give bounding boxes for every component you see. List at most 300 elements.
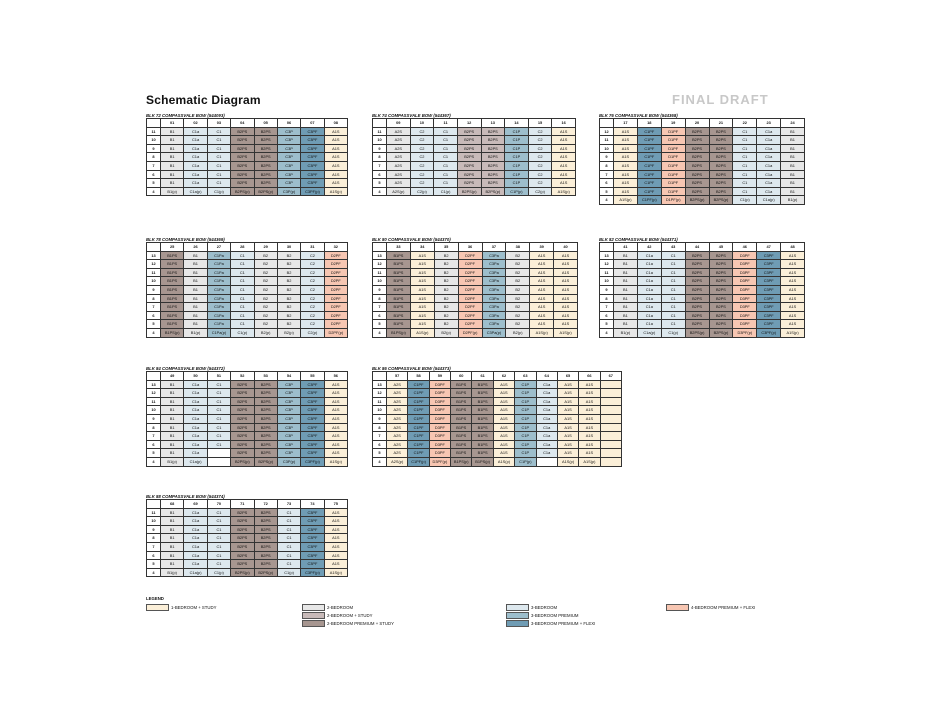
unit-cell: C1a [757,127,781,136]
unit-cell: C1 [207,517,230,526]
unit-cell: D2PF [324,294,347,303]
unit-cell: D3PF [733,285,757,294]
unit-cell: C1P [515,397,536,406]
unit-cell: C1a [184,560,207,569]
unit-cell: B1PS [387,260,411,269]
unit-cell: C3PF [301,432,324,441]
unit-cell: A1S [579,440,600,449]
unit-cell: D1PF(p) [661,196,685,205]
unit-cell: C1a(p) [757,196,781,205]
unit-cell: B1PS [161,277,184,286]
floor-label: 12 [373,389,387,398]
unit-cell: C1 [277,542,300,551]
table-row [600,127,805,136]
floor-label: 9 [147,525,161,534]
table-row [147,380,348,389]
unit-number-header: 63 [515,372,536,381]
unit-cell: B2PS [457,161,481,170]
unit-number-header: 39 [530,243,554,252]
unit-cell: A2S(p) [387,187,411,196]
unit-cell: B1 [184,260,207,269]
unit-cell: C1 [231,303,254,312]
unit-cell: A1S [614,153,638,162]
unit-cell: B2 [434,320,458,329]
unit-number-header: 34 [410,243,434,252]
legend-item [302,612,372,619]
unit-cell: B2PS [685,187,709,196]
unit-cell: A1S [614,179,638,188]
unit-cell: C1a [637,294,661,303]
table-row [147,517,348,526]
unit-cell: A1S [324,153,347,162]
unit-cell: C3P [277,414,300,423]
unit-cell: D2PF [324,303,347,312]
unit-cell: A1S [557,432,578,441]
floor-label: 8 [600,161,614,170]
unit-number-header: 56 [324,372,347,381]
unit-cell: C1 [661,277,685,286]
unit-cell: A1S [781,251,805,260]
unit-cell: C1a [536,406,557,415]
unit-cell: B1 [161,440,184,449]
unit-cell: C3P [277,389,300,398]
table-row [147,508,348,517]
unit-cell [207,449,230,458]
unit-cell: B2PS [709,179,733,188]
unit-cell: C1PF [408,380,429,389]
unit-cell: C1P [505,179,529,188]
unit-cell: A1S(p) [324,568,347,577]
unit-cell: B2 [277,285,300,294]
unit-cell: C1a(p) [184,187,207,196]
unit-cell: B2 [506,251,530,260]
unit-cell: C2 [528,127,552,136]
unit-number-header: 24 [781,119,805,128]
unit-cell: C1 [207,560,230,569]
unit-cell: B1 [161,560,184,569]
floor-label: 4 [147,568,161,577]
unit-cell: A2S [387,440,408,449]
unit-cell: B1(p) [614,328,638,337]
unit-cell: A1S [614,161,638,170]
unit-cell: B1PS [451,440,472,449]
unit-cell: C1a [637,260,661,269]
unit-cell: C1a [184,449,207,458]
unit-cell: C1a [184,551,207,560]
unit-cell: B2PS [254,136,277,145]
unit-cell: C1 [434,127,458,136]
unit-cell: A1S(p) [324,457,347,466]
table-row [600,328,805,337]
unit-cell: C3PF [301,560,324,569]
table-row [147,251,348,260]
unit-cell: C1 [434,170,458,179]
unit-cell: C1 [231,294,254,303]
unit-cell: B2PS(p) [709,196,733,205]
table-row [147,449,348,458]
unit-cell [600,432,621,441]
unit-cell: C3Pa [482,311,506,320]
table-row [373,440,622,449]
unit-cell: C3Pa(p) [482,328,506,337]
unit-cell: C1Pa [207,268,230,277]
floor-label: 13 [147,380,161,389]
unit-cell: C1 [277,534,300,543]
table-row [147,260,348,269]
unit-number-header: 71 [231,500,254,509]
unit-cell: A1S [410,260,434,269]
unit-cell: C3PF [757,260,781,269]
floor-label: 8 [373,423,387,432]
unit-cell: B2 [506,311,530,320]
unit-cell: B1PS [472,440,493,449]
unit-cell: B2PS [254,432,277,441]
unit-cell: B2 [254,251,277,260]
unit-cell: B2PS [709,294,733,303]
unit-cell: C3PF [757,311,781,320]
unit-cell: D2PF [458,277,482,286]
legend-label: 2-BEDROOM + STUDY [327,613,373,618]
unit-cell: B1PS [387,320,411,329]
unit-cell: A1S [410,311,434,320]
unit-cell: B1 [184,251,207,260]
unit-cell: C3P [277,153,300,162]
unit-number-header: 69 [184,500,207,509]
unit-cell: C3PF(p) [301,568,324,577]
block-0 [146,113,348,196]
block-1 [372,113,576,196]
unit-cell: C1 [231,251,254,260]
unit-cell: C3PF [301,551,324,560]
unit-cell: B2PS [231,542,254,551]
unit-cell: B2PS [254,153,277,162]
table-row [600,303,805,312]
unit-cell: B1PS [161,285,184,294]
unit-cell: B2PS(p) [457,187,481,196]
unit-cell: A1S [781,303,805,312]
legend-item [302,620,394,627]
table-row [373,449,622,458]
unit-cell: B2 [506,268,530,277]
unit-cell: B2PS [254,525,277,534]
unit-cell: C1 [231,260,254,269]
floor-label: 4 [600,328,614,337]
unit-number-header: 60 [451,372,472,381]
table-row [373,380,622,389]
unit-cell: A1S [557,440,578,449]
unit-cell: B1PS [387,277,411,286]
unit-cell: C1 [733,179,757,188]
unit-cell: B1PS [387,311,411,320]
unit-cell: B1 [781,144,805,153]
floor-label: 12 [147,389,161,398]
unit-cell: B2PS [457,136,481,145]
floor-label: 5 [147,320,161,329]
unit-cell: C3P [277,179,300,188]
unit-cell: B1PS [472,397,493,406]
unit-cell: C1Pa [207,294,230,303]
floor-label: 13 [600,251,614,260]
unit-cell: B2PS [254,449,277,458]
unit-cell: A1S [554,268,578,277]
unit-cell: D1PF [661,187,685,196]
unit-cell: A2S [387,144,411,153]
unit-cell: B2PS(p) [254,568,277,577]
table-row [147,414,348,423]
legend-label: 3-BEDROOM [531,605,558,610]
unit-table [599,118,805,205]
table-row [147,560,348,569]
unit-cell: C2 [301,260,324,269]
unit-cell: C1a [637,311,661,320]
unit-cell: B1PS [387,268,411,277]
floor-label: 8 [373,294,387,303]
unit-cell: C1a [184,432,207,441]
unit-cell: C1a [536,389,557,398]
unit-cell: A1S [324,406,347,415]
unit-cell: C3P [277,432,300,441]
unit-cell: C1 [277,508,300,517]
unit-table [146,242,348,338]
table-row [373,170,576,179]
unit-cell: C1a [536,423,557,432]
unit-cell: B2 [277,251,300,260]
unit-cell: A1S [554,285,578,294]
unit-cell: A1S [493,397,514,406]
unit-cell: A1S(p) [554,328,578,337]
unit-cell: C1a [184,440,207,449]
unit-cell: C2 [301,303,324,312]
unit-cell [600,457,621,466]
unit-cell: B2PS(p) [231,187,254,196]
unit-cell: B2PS [231,551,254,560]
unit-cell: D2PF [458,268,482,277]
unit-cell: C3PF [757,285,781,294]
legend-item [666,604,755,611]
unit-cell: B2 [254,285,277,294]
floor-label: 7 [373,432,387,441]
unit-cell: B2PS [254,534,277,543]
unit-cell: B1PS [387,251,411,260]
unit-cell: C1a [184,170,207,179]
unit-cell [600,397,621,406]
floor-label: 9 [373,144,387,153]
unit-cell: A1S [554,277,578,286]
unit-cell: B1PS [472,406,493,415]
corner-cell [600,119,614,128]
unit-cell: C3PF(p) [757,328,781,337]
unit-cell: B2PS [231,389,254,398]
unit-cell: C1a [536,380,557,389]
unit-cell: C1 [661,294,685,303]
unit-cell: C3P [277,449,300,458]
unit-cell: B2 [254,311,277,320]
unit-cell: A2S [387,127,411,136]
unit-cell: B2 [434,251,458,260]
legend-item [506,604,557,611]
unit-cell: C1 [207,136,230,145]
unit-cell: C3Pa [482,277,506,286]
unit-cell: C2 [410,161,434,170]
unit-cell: C1 [661,311,685,320]
unit-cell: D2PF(p) [324,328,347,337]
unit-cell: D2PF [458,294,482,303]
unit-cell: D3PF [733,294,757,303]
table-row [600,136,805,145]
unit-cell: A1S [410,268,434,277]
unit-cell: A1S [324,542,347,551]
unit-cell: D3PF [733,277,757,286]
unit-cell: C1a [184,153,207,162]
unit-cell: B2PS [709,144,733,153]
unit-cell: C1 [434,136,458,145]
unit-cell: D2PF [458,285,482,294]
unit-cell: B2PS [231,397,254,406]
unit-cell: C1 [277,560,300,569]
unit-cell: D3PF [429,406,450,415]
unit-cell: C2 [410,144,434,153]
unit-cell: B2 [506,285,530,294]
unit-cell: A1S [554,251,578,260]
table-row [147,423,348,432]
unit-cell: C3PF [301,397,324,406]
floor-label: 5 [373,449,387,458]
unit-cell: C1 [207,389,230,398]
table-row [147,311,348,320]
unit-cell: A1S [324,525,347,534]
unit-cell: C3Pa [482,294,506,303]
unit-cell: A1S [557,389,578,398]
unit-cell: B2PS [231,127,254,136]
unit-cell: C1a [184,414,207,423]
floor-label: 11 [600,268,614,277]
unit-cell: B1 [161,517,184,526]
unit-number-header: 36 [458,243,482,252]
unit-cell: C1a [757,170,781,179]
corner-cell [373,243,387,252]
unit-cell: C1P [515,414,536,423]
unit-cell: C1PF(p) [637,196,661,205]
unit-cell: C1PF [637,170,661,179]
unit-cell: C1 [661,303,685,312]
unit-cell: B2PS [685,303,709,312]
unit-cell: B2PS [709,277,733,286]
unit-cell: B2PS [709,161,733,170]
table-row [147,170,348,179]
unit-cell: B1 [614,320,638,329]
unit-cell: B1 [184,277,207,286]
table-row [373,268,578,277]
floor-label: 4 [373,328,387,337]
unit-cell: C3Pa [482,268,506,277]
unit-cell: C3PF(p) [301,187,324,196]
unit-cell: B2PS [685,179,709,188]
floor-label: 7 [600,170,614,179]
unit-table [372,242,578,338]
unit-cell: A1S(p) [781,328,805,337]
unit-cell: A1S [579,449,600,458]
unit-cell: B1PS [472,423,493,432]
table-row [147,568,348,577]
unit-cell: B2(p) [277,328,300,337]
unit-cell: A1S [324,144,347,153]
unit-cell: B2PS [457,144,481,153]
unit-cell: A1S [410,251,434,260]
unit-cell: C3PF [301,517,324,526]
unit-cell: B1PS [472,389,493,398]
unit-cell: A1S [614,136,638,145]
table-row [373,179,576,188]
table-row [373,161,576,170]
unit-cell: A1S [324,534,347,543]
unit-cell: A1S [579,380,600,389]
unit-cell: C1PF [637,136,661,145]
floor-label: 10 [147,136,161,145]
unit-cell: C1Pa [207,260,230,269]
unit-cell: C1PF [408,397,429,406]
unit-cell: C1a [184,406,207,415]
legend-swatch [302,620,325,627]
unit-cell: B1PS [387,285,411,294]
unit-cell: B2PS [709,153,733,162]
unit-cell: A2S(p) [387,457,408,466]
floor-label: 4 [600,196,614,205]
unit-cell: C3P [277,144,300,153]
unit-cell: D2PF [324,311,347,320]
unit-cell: C3PF [757,268,781,277]
legend-swatch [666,604,689,611]
unit-cell: C1 [207,508,230,517]
unit-cell: C1a [184,380,207,389]
unit-cell: C3P [277,423,300,432]
unit-cell: A1S [614,144,638,153]
unit-cell: A1S [557,406,578,415]
legend-label: 3-BEDROOM PREMIUM [531,613,579,618]
unit-number-header: 27 [207,243,230,252]
unit-cell: B1PS [161,303,184,312]
unit-cell: B1 [614,268,638,277]
unit-cell: C1 [733,127,757,136]
unit-number-header: 02 [184,119,207,128]
unit-cell: B1 [161,406,184,415]
unit-cell: A1S [324,508,347,517]
unit-cell: C1 [661,251,685,260]
unit-cell: C1P [505,144,529,153]
floor-label: 6 [373,170,387,179]
unit-cell: B1 [161,144,184,153]
unit-cell: B2PS [709,320,733,329]
floor-label: 9 [147,144,161,153]
unit-cell: C3P [277,440,300,449]
unit-cell: B2PS [685,127,709,136]
unit-cell: A1S [579,432,600,441]
unit-cell: B1 [161,449,184,458]
floor-label: 10 [147,277,161,286]
table-row [147,389,348,398]
table-row [373,294,578,303]
unit-cell: D3PF [429,449,450,458]
table-row [373,136,576,145]
unit-cell: B2PS [709,136,733,145]
unit-cell: A1S [530,303,554,312]
unit-number-header: 61 [472,372,493,381]
unit-number-header: 70 [207,500,230,509]
unit-cell: A1S [552,127,576,136]
unit-cell: C1a [637,251,661,260]
unit-cell: B1 [161,534,184,543]
unit-cell: C2 [528,170,552,179]
unit-cell: C1a [637,277,661,286]
